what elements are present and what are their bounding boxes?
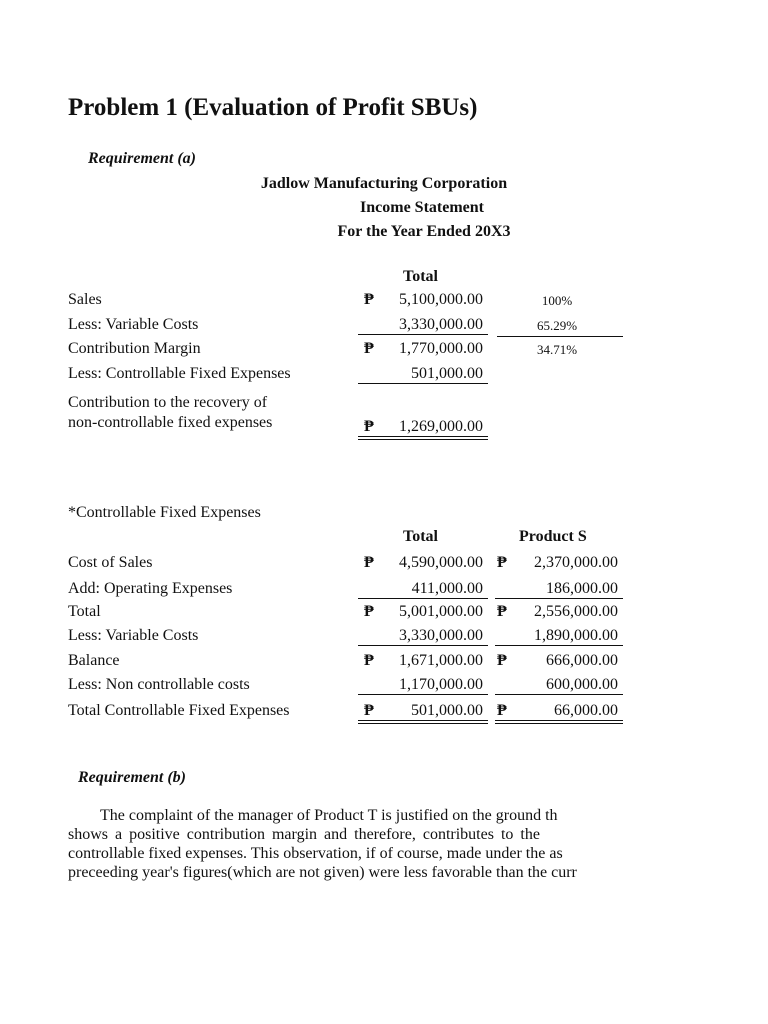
paragraph-line: The complaint of the manager of Product T is justified on the ground th xyxy=(100,807,558,824)
income-row-percent: 65.29% xyxy=(536,318,578,333)
underline xyxy=(358,645,488,646)
peso-sign: ₱ xyxy=(364,603,374,620)
underline xyxy=(358,383,488,384)
cfe-row-total: 3,330,000.00 xyxy=(399,627,483,644)
cfe-row-product: 186,000.00 xyxy=(546,580,618,597)
cfe-row-label: Add: Operating Expenses xyxy=(68,580,233,597)
cfe-row-product: 600,000.00 xyxy=(546,676,618,693)
paragraph-line: controllable fixed expenses. This observation, if of course, made under the as xyxy=(68,845,563,862)
cfe-total-header: Total xyxy=(403,528,438,545)
income-total-header: Total xyxy=(403,268,438,285)
cfe-row-label: Balance xyxy=(68,652,120,669)
cfe-heading: *Controllable Fixed Expenses xyxy=(68,504,261,521)
peso-sign: ₱ xyxy=(364,418,374,435)
underline xyxy=(495,694,623,695)
peso-sign: ₱ xyxy=(497,702,507,719)
cfe-row-total: 4,590,000.00 xyxy=(399,554,483,571)
percent-underline xyxy=(497,336,623,337)
requirement-b-paragraph xyxy=(68,806,624,882)
income-row-value: 5,100,000.00 xyxy=(399,291,483,308)
double-underline-top xyxy=(358,720,488,721)
underline xyxy=(495,598,623,599)
cfe-row-label: Less: Variable Costs xyxy=(68,627,199,644)
peso-sign: ₱ xyxy=(364,291,374,308)
cfe-row-product: 2,370,000.00 xyxy=(534,554,618,571)
income-row-value: 501,000.00 xyxy=(411,365,483,382)
statement-name: Income Statement xyxy=(360,199,484,216)
income-row-label: Contribution Margin xyxy=(68,340,201,357)
cfe-row-label: Less: Non controllable costs xyxy=(68,676,250,693)
income-row-label: Sales xyxy=(68,291,102,308)
income-row-percent: 100% xyxy=(541,293,573,308)
peso-sign: ₱ xyxy=(497,652,507,669)
peso-sign: ₱ xyxy=(364,652,374,669)
double-underline-bottom xyxy=(358,439,488,440)
double-underline-top xyxy=(495,720,623,721)
company-name: Jadlow Manufacturing Corporation xyxy=(260,175,508,192)
peso-sign: ₱ xyxy=(364,702,374,719)
final-label-line-2: non-controllable fixed expenses xyxy=(68,414,273,431)
cfe-row-product: 66,000.00 xyxy=(554,702,618,719)
cfe-row-total: 1,671,000.00 xyxy=(399,652,483,669)
final-value: 1,269,000.00 xyxy=(399,418,483,435)
double-underline-top xyxy=(358,436,488,437)
cfe-row-total: 501,000.00 xyxy=(411,702,483,719)
cfe-row-total: 1,170,000.00 xyxy=(399,676,483,693)
income-row-value: 3,330,000.00 xyxy=(399,316,483,333)
cfe-product-header: Product S xyxy=(519,528,587,545)
paragraph-line: shows a positive contribution margin and therefore, contributes to the xyxy=(68,826,540,843)
cfe-row-total: 5,001,000.00 xyxy=(399,603,483,620)
underline xyxy=(358,334,488,335)
underline xyxy=(358,694,488,695)
underline xyxy=(495,645,623,646)
requirement-b-heading: Requirement (b) xyxy=(78,769,186,786)
page-title: Problem 1 (Evaluation of Profit SBUs) xyxy=(68,94,478,121)
cfe-row-product: 666,000.00 xyxy=(546,652,618,669)
peso-sign: ₱ xyxy=(497,603,507,620)
cfe-row-product: 1,890,000.00 xyxy=(534,627,618,644)
double-underline-bottom xyxy=(358,723,488,724)
final-label-line-1: Contribution to the recovery of xyxy=(68,394,268,411)
statement-period: For the Year Ended 20X3 xyxy=(337,223,511,240)
income-row-percent: 34.71% xyxy=(536,342,578,357)
peso-sign: ₱ xyxy=(364,554,374,571)
cfe-row-label: Total xyxy=(68,603,101,620)
income-row-label: Less: Controllable Fixed Expenses xyxy=(68,365,291,382)
cfe-row-label: Cost of Sales xyxy=(68,554,153,571)
double-underline-bottom xyxy=(495,723,623,724)
cfe-row-label: Total Controllable Fixed Expenses xyxy=(68,702,290,719)
income-row-value: 1,770,000.00 xyxy=(399,340,483,357)
cfe-row-product: 2,556,000.00 xyxy=(534,603,618,620)
cfe-row-total: 411,000.00 xyxy=(411,580,483,597)
peso-sign: ₱ xyxy=(364,340,374,357)
underline xyxy=(358,598,488,599)
requirement-a-heading: Requirement (a) xyxy=(88,150,196,167)
income-row-label: Less: Variable Costs xyxy=(68,316,199,333)
paragraph-line: preceeding year's figures(which are not given) were less favorable than the curr xyxy=(68,864,577,881)
peso-sign: ₱ xyxy=(497,554,507,571)
